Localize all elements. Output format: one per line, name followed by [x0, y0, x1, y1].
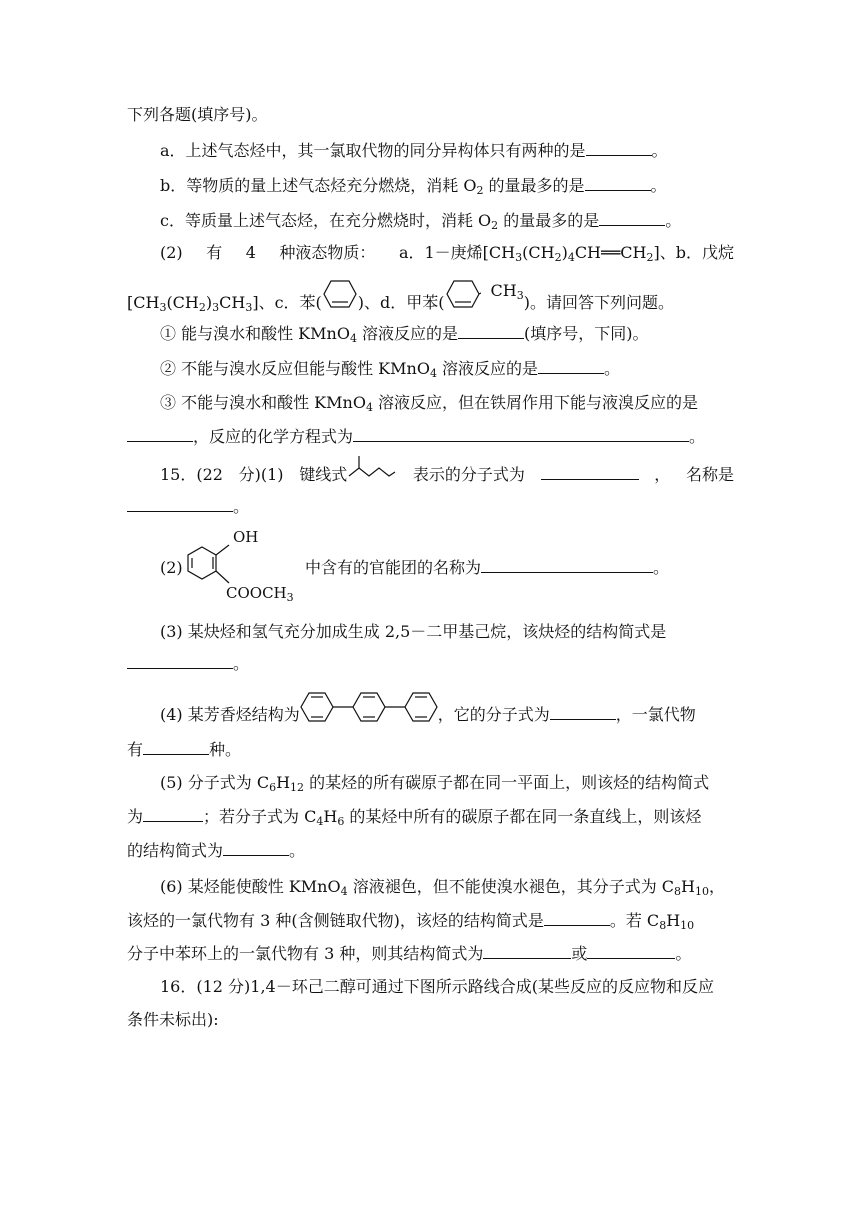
methyl-label: $CH_3$	[490, 281, 524, 302]
equation-blank[interactable]	[353, 426, 689, 442]
ester-group-label: $COOCH_3$	[226, 584, 294, 604]
q15-3-cont: 。	[127, 653, 734, 675]
answer-blank[interactable]	[143, 739, 209, 755]
q15-4-cont: 有 种。	[127, 740, 242, 759]
answer-blank[interactable]	[458, 323, 524, 339]
sub-question-2: ② 不能与溴水反应但能与酸性 KMnO$_4$ 溶液反应的是 。	[160, 359, 621, 380]
benzene-ring-icon	[322, 276, 358, 312]
sub-question-3-cont: ，反应的化学方程式为 。	[127, 426, 734, 448]
answer-blank[interactable]	[544, 910, 610, 926]
answer-blank[interactable]	[541, 464, 639, 480]
intro-line: 下列各题(填序号)。	[127, 105, 268, 124]
answer-blank[interactable]	[127, 653, 233, 669]
answer-blank[interactable]	[599, 210, 665, 226]
question-b: b．等物质的量上述气态烃充分燃烧，消耗 $O_2$ 的量最多的是 。	[160, 176, 667, 197]
answer-blank[interactable]	[587, 943, 675, 959]
q15-5: (5) 分子式为 $C_6H_{12}$ 的某烃的所有碳原子都在同一平面上，则该烃的结构简式	[160, 773, 710, 794]
answer-blank[interactable]	[586, 140, 652, 156]
sub-question-1: ① 能与溴水和酸性 KMnO$_4$ 溶液反应的是 (填序号，下同)。	[160, 324, 649, 345]
q15-6-cont1: 该烃的一氯代物有 3 种(含侧链取代物)，该烃的结构简式是 。若 $C_8H_{10}$	[127, 911, 695, 932]
terphenyl-structure-icon	[300, 690, 438, 724]
q16-line2: 条件未标出):	[127, 1010, 219, 1029]
question-a: a．上述气态烃中，其一氯取代物的同分异构体只有两种的是 。	[160, 141, 668, 160]
toluene-ring-icon	[445, 276, 481, 312]
skeletal-formula-icon	[347, 454, 397, 484]
answer-blank[interactable]	[127, 426, 193, 442]
answer-blank[interactable]	[550, 704, 616, 720]
part2-line1: (2) 有 4 种液态物质： a．1－庚烯$[CH_3(CH_2)_4CH══CH_2]$、b．戊烷	[160, 243, 734, 264]
sub-question-3: ③ 不能与溴水和酸性 KMnO$_4$ 溶液反应，但在铁屑作用下能与液溴反应的是	[160, 393, 699, 414]
question-c: c．等质量上述气态烃，在充分燃烧时，消耗 $O_2$ 的量最多的是 。	[160, 211, 682, 232]
q15-5-cont2: 的结构简式为 。	[127, 841, 306, 860]
answer-blank[interactable]	[538, 358, 604, 374]
q15-line1: 15．(22 分)(1) 键线式 表示的分子式为 ， 名称是	[160, 464, 734, 486]
answer-blank[interactable]	[143, 806, 203, 822]
answer-blank[interactable]	[223, 840, 289, 856]
q15-line2: 。	[127, 496, 734, 518]
q15-6: (6) 某烃能使酸性 KMnO$_4$ 溶液褪色，但不能使溴水褪色，其分子式为 $C_8H_{10}$，	[160, 877, 725, 898]
answer-blank[interactable]	[481, 557, 653, 573]
q15-3: (3) 某炔烃和氢气充分加成生成 2,5－二甲基己烷，该炔烃的结构简式是	[160, 622, 667, 641]
answer-blank[interactable]	[585, 175, 651, 191]
answer-blank[interactable]	[127, 496, 233, 512]
q15-4: (4) 某芳香烃结构为 ，它的分子式为 ，一氯代物	[160, 704, 767, 726]
answer-blank[interactable]	[483, 943, 571, 959]
q15-5-cont1: 为 ；若分子式为 $C_4H_6$ 的某烃中所有的碳原子都在同一条直线上，则该烃	[127, 807, 702, 828]
q15-6-cont2: 分子中苯环上的一氯代物有 3 种，则其结构简式为 或 。	[127, 944, 692, 963]
q16-line1: 16．(12 分)1,4－环己二醇可通过下图所示路线合成(某些反应的反应物和反应	[160, 977, 714, 996]
part2-line2: $[CH_3(CH_2)_3CH_3]$、c．苯( )、d．甲苯$(CH_3)$。请回答下列问题。	[127, 292, 734, 314]
